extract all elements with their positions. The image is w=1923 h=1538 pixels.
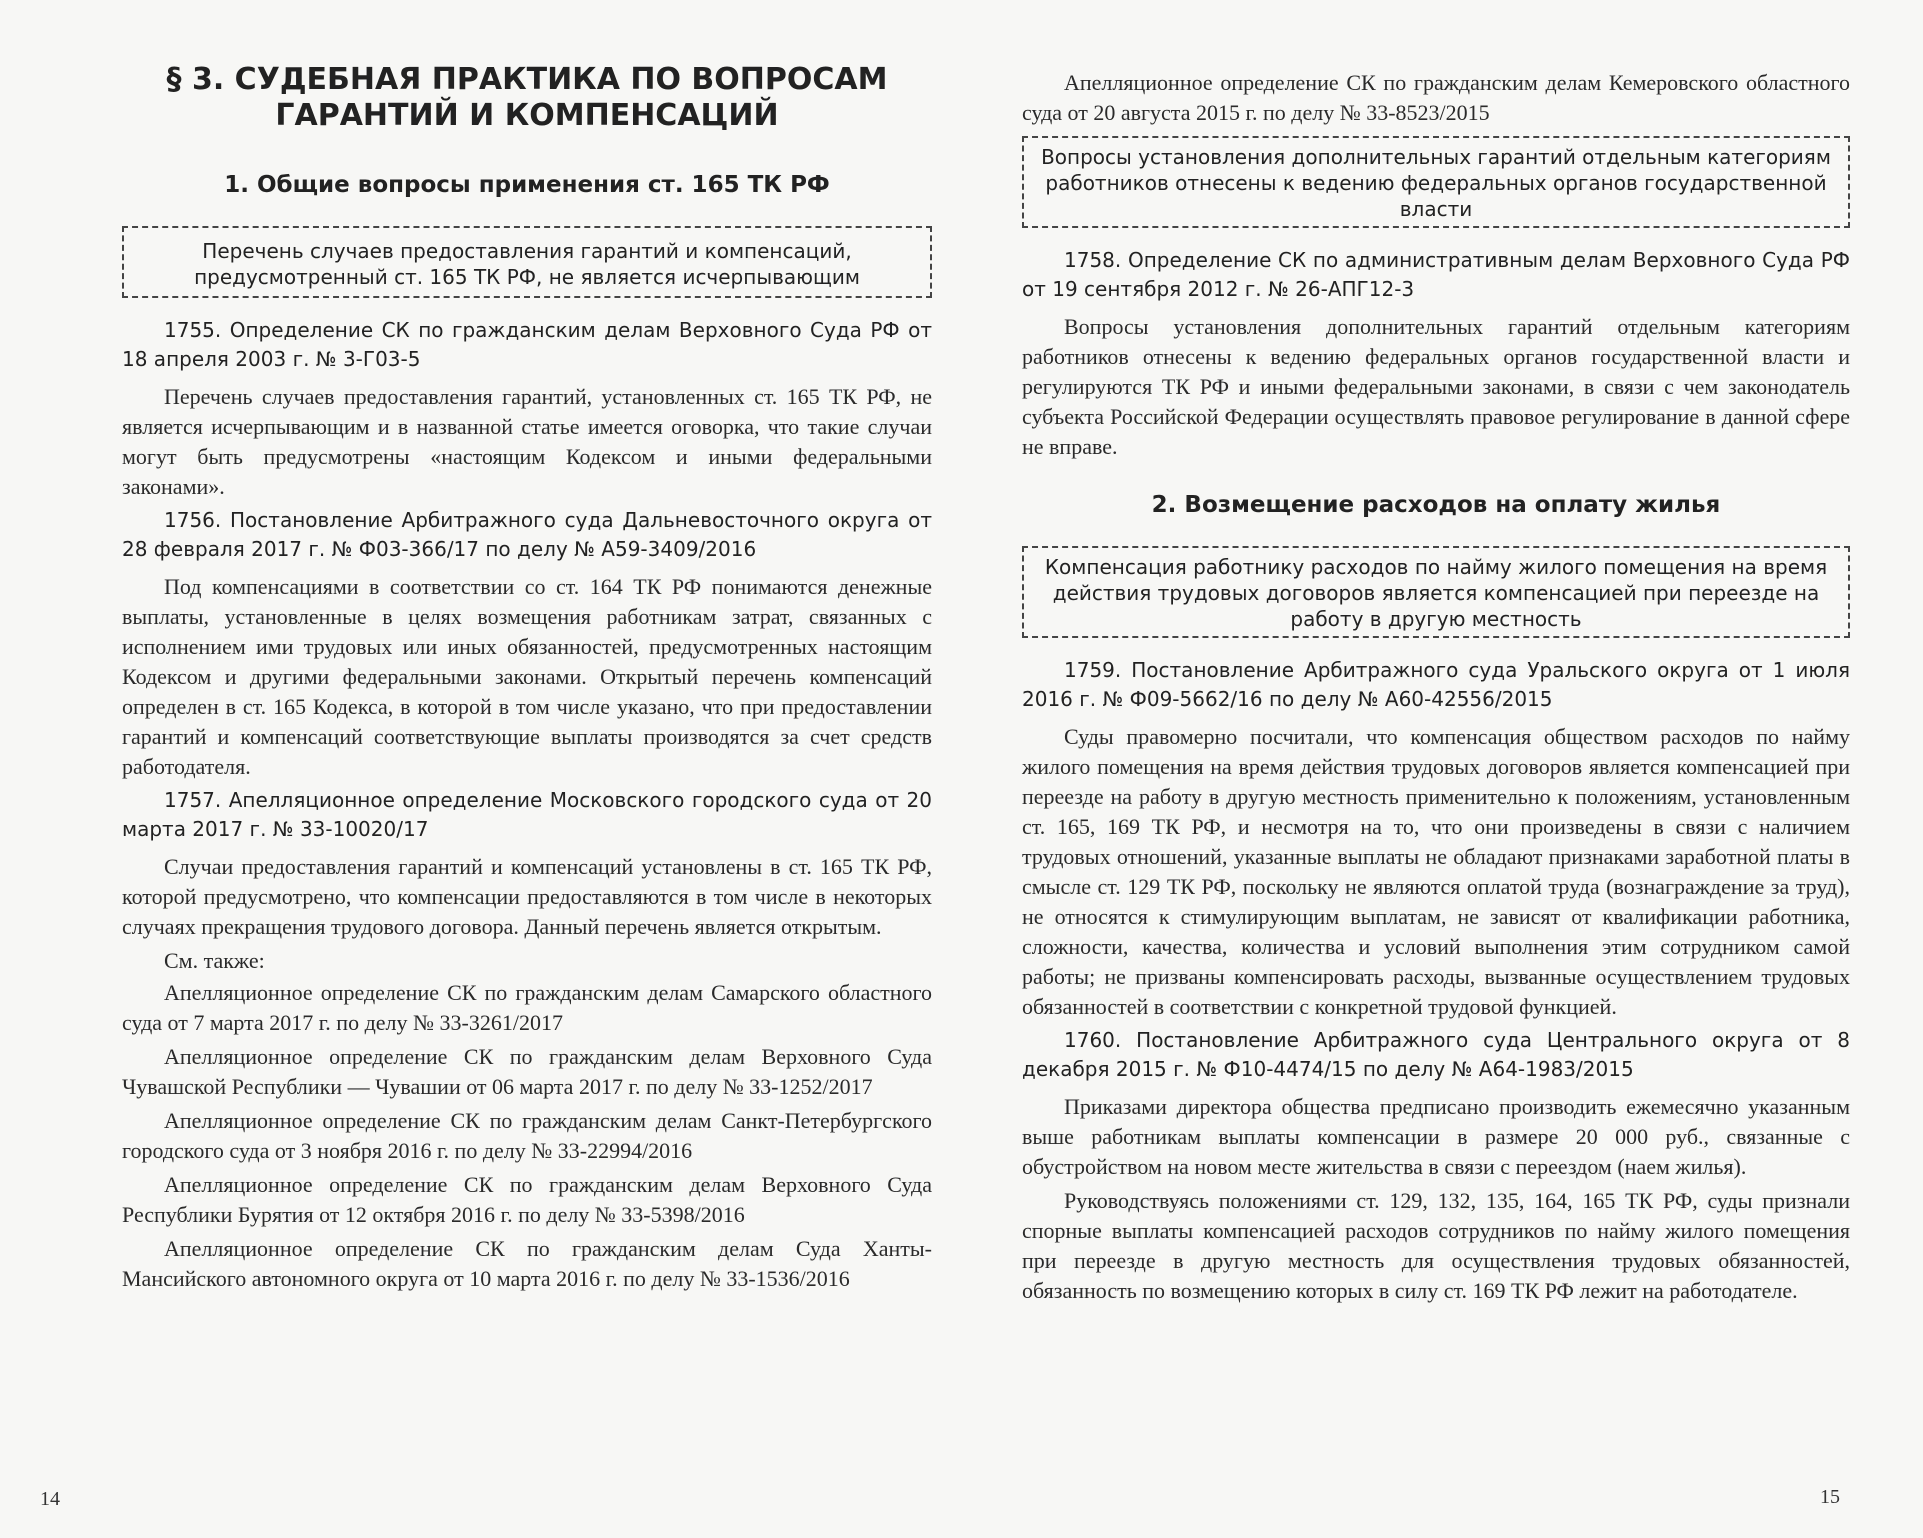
case-heading-1760: 1760. Постановление Арбитражного суда Центрального округа от 8 декабря 2015 г. № Ф10-4474/15 по делу № А64-1983/2015 [1022, 1028, 1850, 1081]
thesis-box-1: Перечень случаев предоставления гарантий и компенсаций, предусмотренный ст. 165 ТК РФ, не является исчерпывающим [122, 226, 932, 298]
top-ref: Апелляционное определение СК по гражданским делам Кемеровского областного суда от 20 августа 2015 г. по делу № 33-8523/2015 [1022, 70, 1850, 125]
section-title: § 3. СУДЕБНАЯ ПРАКТИКА ПО ВОПРОСАМ ГАРАНТИЙ И КОМПЕНСАЦИЙ [166, 62, 888, 133]
page-number-left: 14 [40, 1488, 60, 1510]
case-heading-1759: 1759. Постановление Арбитражного суда Уральского округа от 1 июля 2016 г. № Ф09-5662/16 по делу № А60-42556/2015 [1022, 658, 1850, 711]
see-also-ref-3: Апелляционное определение СК по гражданским делам Санкт-Петербургского городского суда от 3 ноября 2016 г. по делу № 33-22994/2016 [122, 1108, 932, 1163]
right-page [962, 0, 1923, 1538]
case-text-1759: Суды правомерно посчитали, что компенсация обществом расходов по найму жилого помещения на время действия трудовых договоров является компенсацией при переезде на работу в другую местность применительно к положениям, установленным ст. 165, 169 ТК РФ, и несмотря на то, что они произведены в связи с наличием трудовых отношений, указанные выплаты не обладают признаками заработной платы в смысле ст. 129 ТК РФ, поскольку не являются оплатой труда (вознаграждение за труд), не относятся к стимулирующим выплатам, не зависят от квалификации работника, сложности, качества, количества и условий выполнения этим сотрудником самой работы; не призваны компенсировать расходы, вызванные осуществлением трудовых обязанностей в соответствии с конкретной трудовой функцией. [1022, 724, 1850, 1019]
case-heading-1756: 1756. Постановление Арбитражного суда Дальневосточного округа от 28 февраля 2017 г. № Ф03-366/17 по делу № А59-3409/2016 [122, 508, 932, 561]
page-number-right: 15 [1820, 1486, 1840, 1508]
thesis-box-3: Компенсация работнику расходов по найму жилого помещения на время действия трудовых договоров является компенсацией при переезде на работу в другую местность [1022, 546, 1850, 638]
case-text-1756: Под компенсациями в соответствии со ст. 164 ТК РФ понимаются денежные выплаты, установленные в целях возмещения работникам затрат, связанных с исполнением ими трудовых или иных обязанностей, предусмотренных настоящим Кодексом и другими федеральными законами. Открытый перечень компенсаций определен в ст. 165 Кодекса, в которой в том числе указано, что при предоставлении гарантий и компенсаций соответствующие выплаты производятся за счет средств работодателя. [122, 574, 932, 779]
case-heading-1758: 1758. Определение СК по административным делам Верховного Суда РФ от 19 сентября 2012 г. № 26-АПГ12-3 [1022, 248, 1850, 301]
see-also-ref-4: Апелляционное определение СК по гражданским делам Верховного Суда Республики Бурятия от 12 октября 2016 г. по делу № 33-5398/2016 [122, 1172, 932, 1227]
subsection-title-1: 1. Общие вопросы применения ст. 165 ТК РФ [224, 172, 830, 198]
case-text-1757: Случаи предоставления гарантий и компенсаций установлены в ст. 165 ТК РФ, которой предусмотрено, что компенсации предоставляются в том числе в некоторых случаях прекращения трудового договора. Данный перечень является открытым. [122, 854, 932, 939]
see-also-ref-5: Апелляционное определение СК по гражданским делам Суда Ханты-Мансийского автономного округа от 10 марта 2016 г. по делу № 33-1536/2016 [122, 1236, 932, 1291]
case-heading-1757: 1757. Апелляционное определение Московского городского суда от 20 марта 2017 г. № 33-10020/17 [122, 788, 932, 841]
case-text-1760-a: Приказами директора общества предписано производить ежемесячно указанным выше работникам выплаты компенсации в размере 20 000 руб., связанные с обустройством на новом месте жительства в связи с переездом (наем жилья). [1022, 1094, 1850, 1179]
see-also-ref-2: Апелляционное определение СК по гражданским делам Верховного Суда Чувашской Республики — Чувашии от 06 марта 2017 г. по делу № 33-1252/2017 [122, 1044, 932, 1099]
see-also-ref-1: Апелляционное определение СК по гражданским делам Самарского областного суда от 7 марта 2017 г. по делу № 33-3261/2017 [122, 980, 932, 1035]
thesis-box-2: Вопросы установления дополнительных гарантий отдельным категориям работников отнесены к ведению федеральных органов государственной власти [1022, 136, 1850, 228]
case-text-1760-b: Руководствуясь положениями ст. 129, 132, 135, 164, 165 ТК РФ, суды признали спорные выплаты компенсацией расходов сотрудников по найму жилого помещения при переезде в другую местность для осуществления трудовых обязанностей, обязанность по возмещению которых в силу ст. 169 ТК РФ лежит на работодателе. [1022, 1188, 1850, 1303]
case-heading-1755: 1755. Определение СК по гражданским делам Верховного Суда РФ от 18 апреля 2003 г. № 3-Г03-5 [122, 318, 932, 371]
see-also-label: См. также: [164, 948, 265, 973]
subsection-title-2: 2. Возмещение расходов на оплату жилья [1151, 492, 1721, 518]
case-text-1758: Вопросы установления дополнительных гарантий отдельным категориям работников отнесены к ведению федеральных органов государственной власти и регулируются ТК РФ и иными федеральными законами, в связи с чем законодатель субъекта Российской Федерации осуществлять правовое регулирование в данной сфере не вправе. [1022, 314, 1850, 459]
case-text-1755: Перечень случаев предоставления гарантий, установленных ст. 165 ТК РФ, не является исчерпывающим и в названной статье имеется оговорка, что такие случаи могут быть предусмотрены «настоящим Кодексом и иными федеральными законами». [122, 384, 932, 499]
